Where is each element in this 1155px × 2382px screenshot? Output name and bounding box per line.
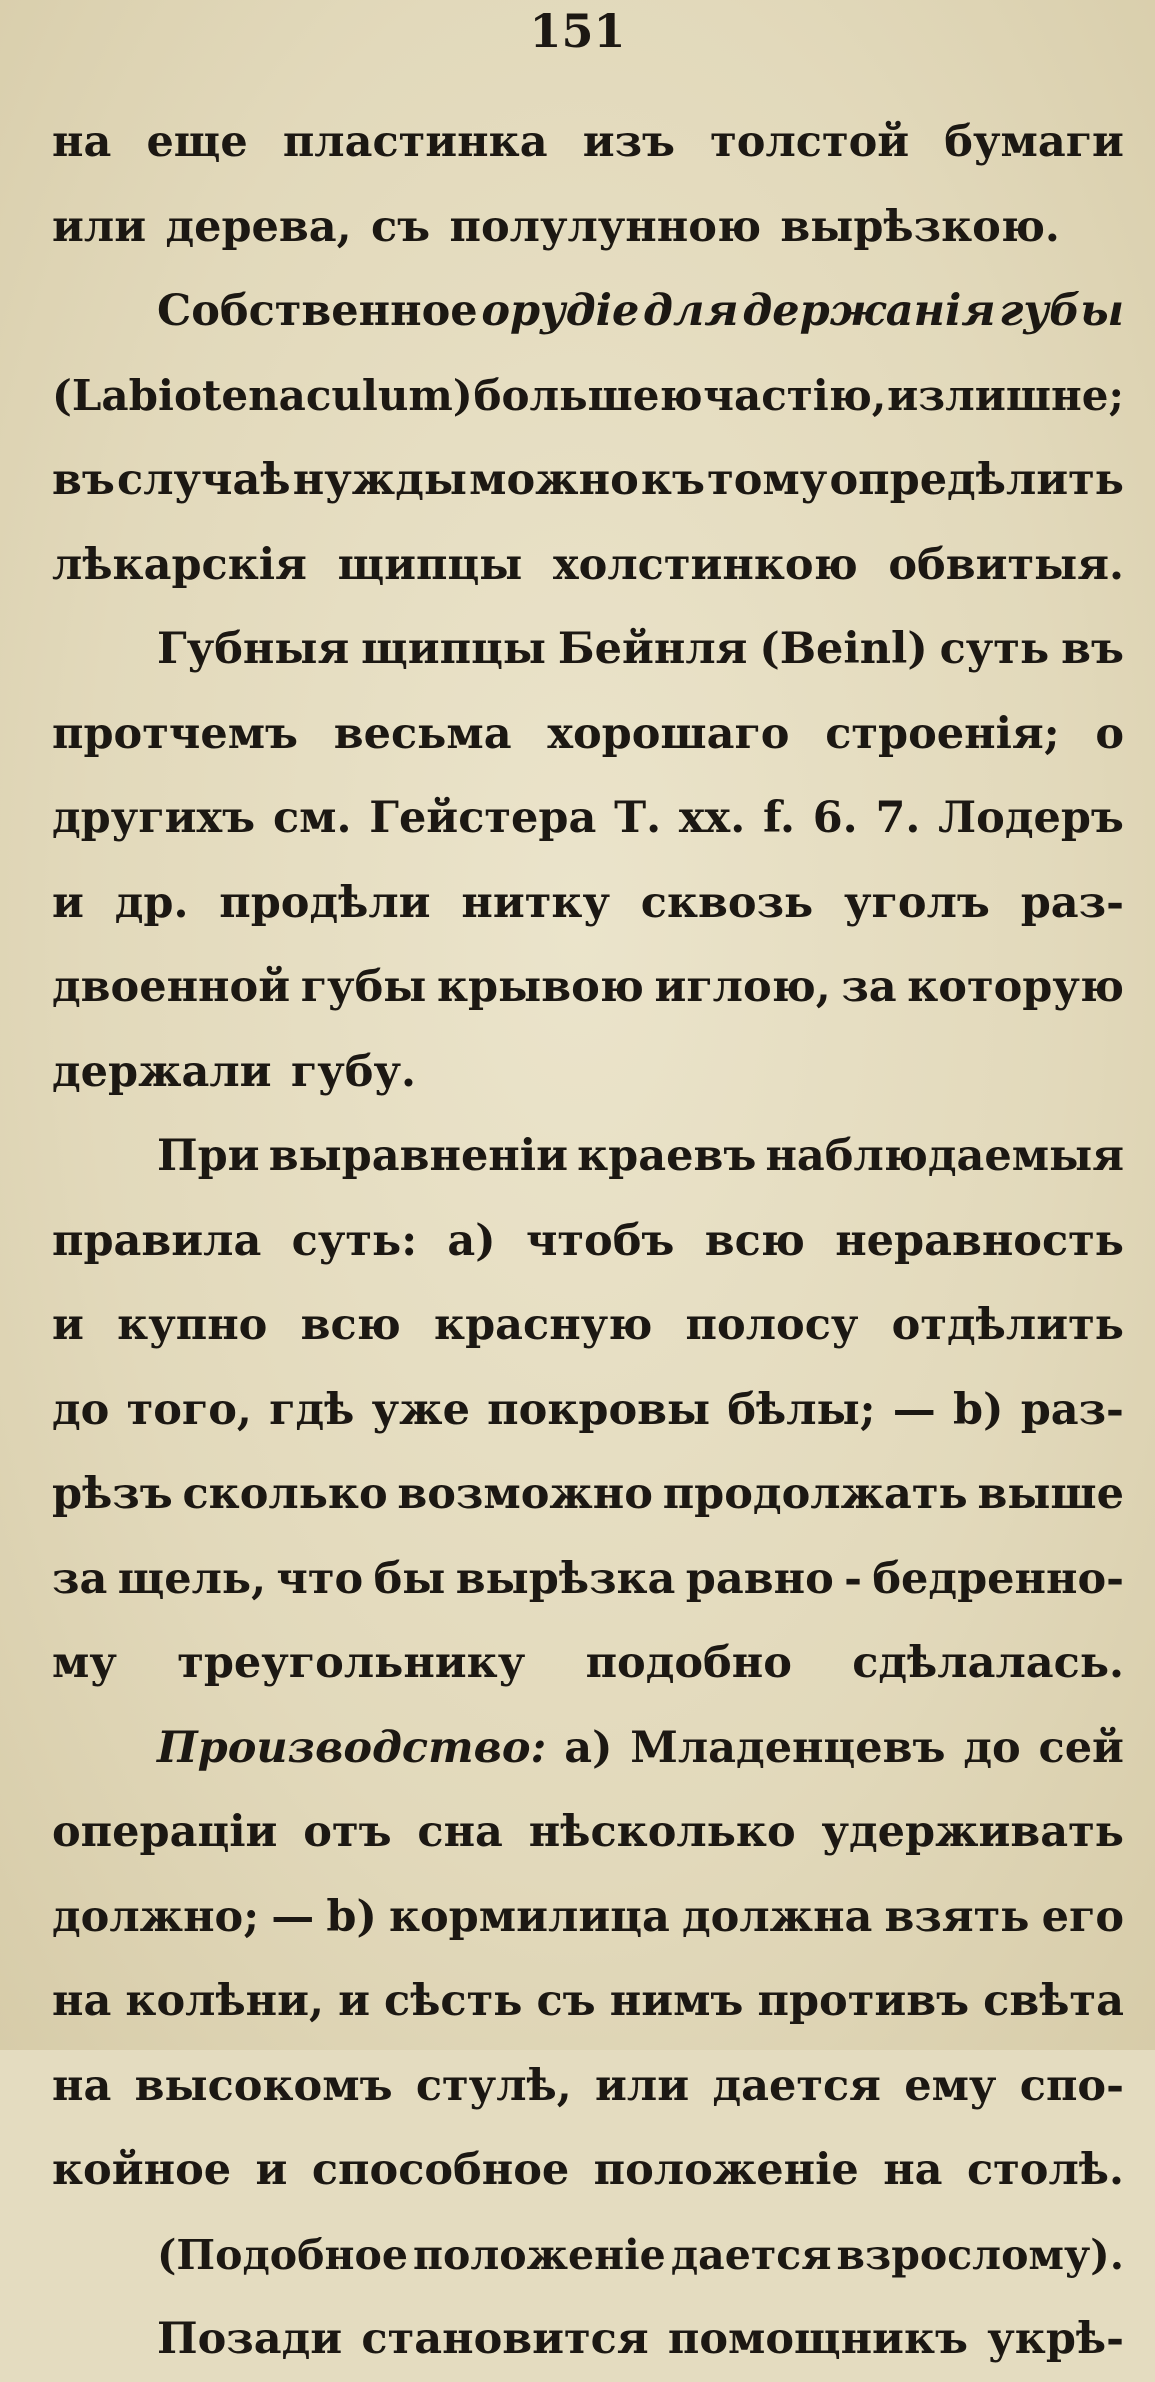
word: бѣлы; [727, 1384, 876, 1435]
word: за [52, 1553, 108, 1604]
text-line [52, 1959, 1124, 2044]
word: губу. [290, 1046, 416, 1097]
word: столѣ. [966, 2145, 1124, 2195]
word: рѣзъ [52, 1469, 173, 1519]
text-line [52, 523, 1124, 608]
word: отъ [303, 1807, 392, 1857]
text-line [52, 1790, 1124, 1875]
word: раз- [1020, 877, 1124, 928]
word: краевъ [577, 1131, 757, 1181]
word: на [52, 117, 112, 167]
word: пластинка [282, 117, 548, 167]
word: суть [939, 624, 1050, 674]
word: весьма [333, 708, 512, 759]
word: о [1095, 708, 1124, 759]
word: положеніе [593, 2145, 859, 2195]
word: въ [1061, 624, 1124, 674]
word: 7. [875, 793, 921, 843]
text-line [52, 1706, 1124, 1791]
word: (Labiotenaculum) [52, 370, 473, 420]
text-line [52, 2044, 1124, 2129]
word: Гейстера [369, 793, 597, 843]
word: Младенцевъ [630, 1722, 946, 1773]
text-line [52, 1875, 1124, 1960]
word: xx. [678, 793, 746, 843]
word: лѣкарскія [52, 539, 307, 590]
word: орудіе [481, 286, 640, 336]
text-line [52, 2297, 1124, 2382]
word: а) [447, 1215, 496, 1266]
word: гдѣ [269, 1384, 355, 1435]
word: красную [434, 1300, 653, 1350]
word: что [276, 1553, 364, 1604]
word: щель, [117, 1553, 267, 1604]
word: полосу [685, 1300, 859, 1350]
word: выравненіи [268, 1131, 569, 1181]
text-line [52, 1621, 1124, 1706]
word: покровы [487, 1384, 711, 1435]
word: Бейнля [557, 624, 748, 674]
word: Губныя [157, 624, 350, 674]
word: иглою, [654, 962, 831, 1012]
word: опредѣлить [829, 455, 1124, 505]
word: а) [564, 1722, 613, 1773]
word: укрѣ- [987, 2314, 1124, 2364]
word: сколько [182, 1469, 388, 1519]
word: должно; [52, 1891, 260, 1942]
word: f. [762, 793, 795, 843]
word: держанія [742, 286, 996, 336]
word: двоенной [52, 962, 291, 1012]
word: чтобъ [525, 1215, 675, 1266]
word: на [883, 2145, 943, 2195]
body-text [52, 100, 1124, 2382]
word: нитку [461, 877, 610, 928]
word: и [52, 877, 84, 928]
word: держали [52, 1046, 272, 1097]
word: за [841, 962, 897, 1012]
word: возможно [397, 1469, 653, 1519]
word: обвитыя. [888, 539, 1124, 590]
word: отдѣлить [891, 1300, 1124, 1350]
word: для [643, 286, 739, 336]
word: койное [52, 2145, 232, 2195]
word: полулунною [449, 201, 762, 252]
word: и [52, 1300, 84, 1350]
word: дерева, [165, 201, 352, 252]
word: операціи [52, 1807, 278, 1857]
word: изъ [582, 117, 676, 167]
word: нужды [292, 455, 467, 505]
text-line [52, 1199, 1124, 1284]
word: до [52, 1384, 110, 1435]
text-line [52, 692, 1124, 777]
word: (Подобное [157, 2230, 408, 2279]
word: бумаги [944, 117, 1124, 167]
word: b) [953, 1384, 1004, 1435]
word: Лодеръ [938, 793, 1124, 843]
word: съ [536, 1976, 596, 2026]
text-line [52, 776, 1124, 861]
word: (Beinl) [759, 624, 928, 674]
word: Т. [614, 793, 662, 843]
word: всю [704, 1215, 805, 1266]
word: и [338, 1976, 370, 2026]
word: или [595, 2060, 690, 2111]
word: подобно [585, 1638, 792, 1688]
text-line [52, 945, 1124, 1030]
word: раз- [1020, 1384, 1124, 1435]
word: высокомъ [134, 2060, 393, 2111]
word: излишне; [887, 370, 1124, 420]
word: хорошаго [547, 708, 790, 759]
word: дается [670, 2230, 832, 2279]
word: колѣни, [125, 1976, 325, 2026]
word: суть: [291, 1215, 418, 1266]
word: холстинкою [553, 539, 858, 590]
text-line [52, 354, 1124, 439]
word: еще [146, 117, 248, 167]
word: взрослому). [836, 2230, 1124, 2279]
text-line [52, 185, 1124, 270]
text-line [52, 2213, 1124, 2298]
word: положеніе [413, 2230, 666, 2279]
text-line [52, 438, 1124, 523]
word: му [52, 1638, 117, 1688]
text-line [52, 1368, 1124, 1453]
word: должна [681, 1891, 873, 1942]
word: Производство: [157, 1722, 547, 1773]
word: сдѣлалась. [852, 1638, 1124, 1688]
text-line [52, 1114, 1124, 1199]
word: вырѣзкою. [780, 201, 1060, 252]
word: и [255, 2145, 288, 2195]
word: нимъ [609, 1976, 744, 2026]
word: щипцы [361, 624, 546, 674]
word: см. [272, 793, 352, 843]
word: др. [114, 877, 189, 928]
word: купно [117, 1300, 268, 1350]
text-line [52, 1537, 1124, 1622]
word: большею [473, 370, 703, 420]
word: ему [904, 2060, 997, 2111]
word: уголъ [844, 877, 990, 928]
word: строенія; [825, 708, 1060, 759]
word: крывою [436, 962, 644, 1012]
word: протчемъ [52, 708, 299, 759]
text-line [52, 269, 1124, 354]
word: удерживать [821, 1807, 1124, 1857]
text-line [52, 1283, 1124, 1368]
word: взять [884, 1891, 1030, 1942]
word: Собственное [157, 286, 478, 336]
word: частію, [703, 370, 887, 420]
word: случаѣ [117, 455, 291, 505]
word: губы [300, 962, 427, 1012]
word: можно [469, 455, 639, 505]
word: или [52, 201, 147, 252]
word: сѣсть [384, 1976, 523, 2026]
word: всю [300, 1300, 401, 1350]
word: толстой [710, 117, 910, 167]
word: При [157, 1131, 260, 1181]
word: къ [640, 455, 705, 505]
text-line [52, 607, 1124, 692]
word: до [963, 1722, 1021, 1773]
word: кормилица [388, 1891, 670, 1942]
word: равно [685, 1553, 834, 1604]
word: выше [977, 1469, 1124, 1519]
word: помощникъ [667, 2314, 968, 2364]
word: сей [1038, 1722, 1124, 1773]
word: 6. [812, 793, 858, 843]
word: вырѣзка [455, 1553, 676, 1604]
word: правила [52, 1215, 262, 1266]
text-line [52, 100, 1124, 185]
word: свѣта [983, 1976, 1124, 2026]
word: того, [126, 1384, 252, 1435]
word: губы [999, 286, 1124, 336]
word: — [271, 1891, 315, 1942]
word: неравность [835, 1215, 1124, 1266]
word: уже [371, 1384, 470, 1435]
word: на [52, 2060, 112, 2111]
word: съ [370, 201, 431, 252]
word: противъ [757, 1976, 970, 2026]
page-number: 151 [529, 4, 626, 58]
word: другихъ [52, 793, 256, 843]
word: щипцы [337, 539, 523, 590]
word: способное [311, 2145, 570, 2195]
text-line [52, 861, 1124, 946]
word: продолжать [662, 1469, 968, 1519]
word: наблюдаемыя [765, 1131, 1124, 1181]
word: бедренно- [872, 1553, 1124, 1604]
word: продѣли [219, 877, 431, 928]
text-line [52, 1452, 1124, 1537]
word: - [844, 1553, 862, 1604]
word: нѣсколько [528, 1807, 796, 1857]
word: которую [907, 962, 1124, 1012]
word: стулѣ, [415, 2060, 572, 2111]
word: дается [712, 2060, 881, 2111]
word: сквозь [640, 877, 814, 928]
word: бы [373, 1553, 446, 1604]
word: треугольнику [177, 1638, 526, 1688]
word: становится [361, 2314, 649, 2364]
word: тому [707, 455, 828, 505]
word: спо- [1019, 2060, 1124, 2111]
word: въ [52, 455, 115, 505]
word: сна [417, 1807, 503, 1857]
word: Позади [157, 2314, 343, 2364]
word: на [52, 1976, 112, 2026]
word: — [892, 1384, 936, 1435]
word: b) [326, 1891, 377, 1942]
text-line [52, 1030, 1124, 1115]
text-line [52, 2128, 1124, 2213]
word: его [1041, 1891, 1124, 1942]
